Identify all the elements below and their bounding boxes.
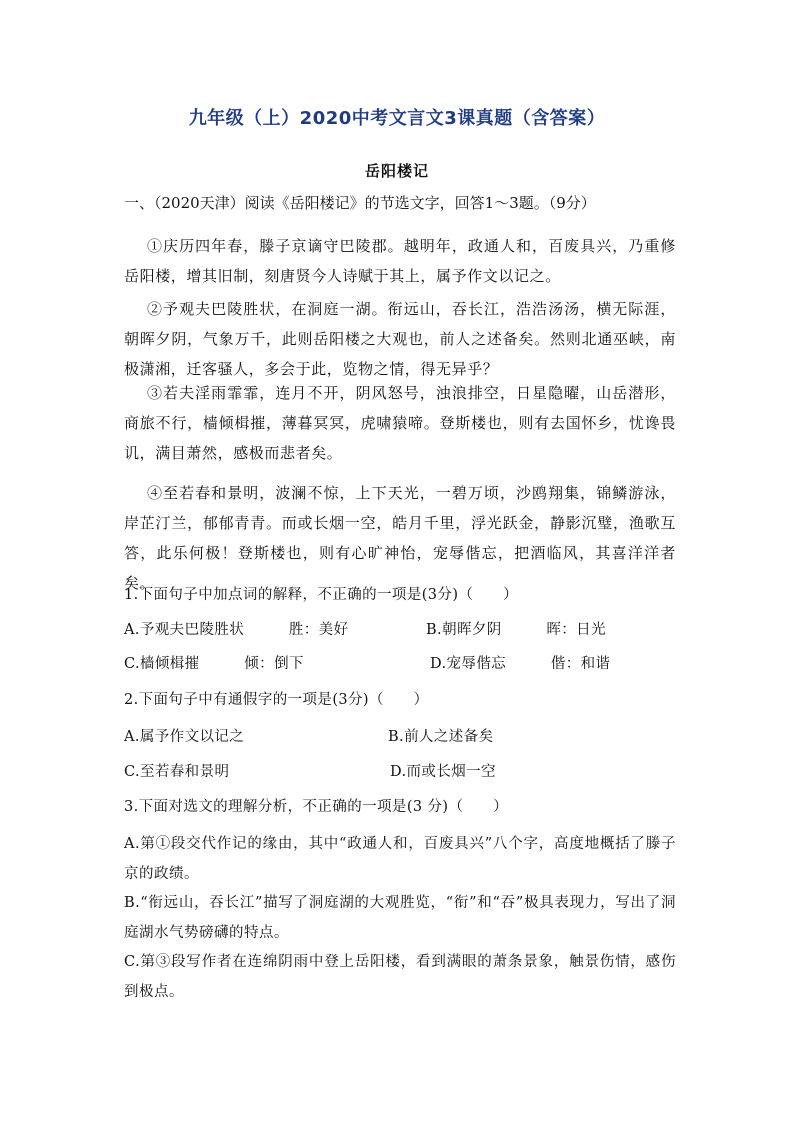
question-2-option-a: A.属予作文以记之: [124, 729, 245, 745]
passage-paragraph-2: ②予观夫巴陵胜状，在洞庭一湖。衔远山，吞长江，浩浩汤汤，横无际涯，朝晖夕阴，气象万千，此则岳阳楼之大观也，前人之述备矣。然则北通巫峡，南极潇湘，迁客骚人，多会于此，览物之情，得无异乎？: [124, 300, 676, 378]
question-2-stem: 2.下面句子中有通假字的一项是(3分)（ ）: [124, 692, 429, 708]
question-3-option-c: C.第③段写作者在连绵阴雨中登上岳阳楼，看到满眼的萧条景象，触景伤情，感伤到极点。: [124, 954, 676, 1000]
question-3-option-a: A.第①段交代作记的缘由，其中“政通人和，百废具兴”八个字，高度地概括了滕子京的政绩。: [124, 836, 676, 882]
question-3-stem: 3.下面对选文的理解分析，不正确的一项是(3 分)（ ）: [124, 799, 509, 815]
question-1-option-d: D.宠辱偕忘 偕：和谐: [430, 656, 611, 672]
passage-paragraph-3: ③若夫淫雨霏霏，连月不开，阴风怒号，浊浪排空，日星隐曜，山岳潜形，商旅不行，樯倾楫摧，薄暮冥冥，虎啸猿啼。登斯楼也，则有去国怀乡，忧谗畏讥，满目萧然，感极而悲者矣。: [124, 384, 676, 462]
section-title: 岳阳楼记: [364, 162, 429, 180]
question-2-option-c: C.至若春和景明: [124, 764, 230, 780]
question-1-option-a: A.予观夫巴陵胜状 胜：美好: [124, 622, 349, 638]
question-1-option-c: C.樯倾楫摧 倾：倒下: [124, 656, 304, 672]
page-title: 九年级（上）2020中考文言文3课真题（含答案）: [188, 108, 606, 129]
question-intro: 一、（2020天津）阅读《岳阳楼记》的节选文字，回答1～3题。（9分）: [124, 194, 596, 212]
question-1-option-b: B.朝晖夕阴 晖：日光: [426, 622, 606, 638]
question-1-stem: 1.下面句子中加点词的解释，不正确的一项是(3分)（ ）: [124, 587, 518, 603]
question-3-option-b: B.“衔远山，吞长江”描写了洞庭湖的大观胜览，“衔”和“吞”极具表现力，写出了洞庭湖水气势磅礴的特点。: [124, 895, 676, 941]
passage-paragraph-1: ①庆历四年春，滕子京谪守巴陵郡。越明年，政通人和，百废具兴，乃重修岳阳楼，增其旧制，刻唐贤今人诗赋于其上，属予作文以记之。: [124, 237, 676, 285]
question-2-option-b: B.前人之述备矣: [388, 729, 494, 745]
passage-paragraph-4: ④至若春和景明，波澜不惊，上下天光，一碧万顷，沙鸥翔集，锦鳞游泳，岸芷汀兰，郁郁青青。而或长烟一空，皓月千里，浮光跃金，静影沉璧，渔歌互答，此乐何极！登斯楼也，则有心旷神怡，宠辱偕忘，把酒临风，其喜洋洋者矣。: [124, 484, 676, 592]
question-2-option-d: D.而或长烟一空: [390, 764, 496, 780]
